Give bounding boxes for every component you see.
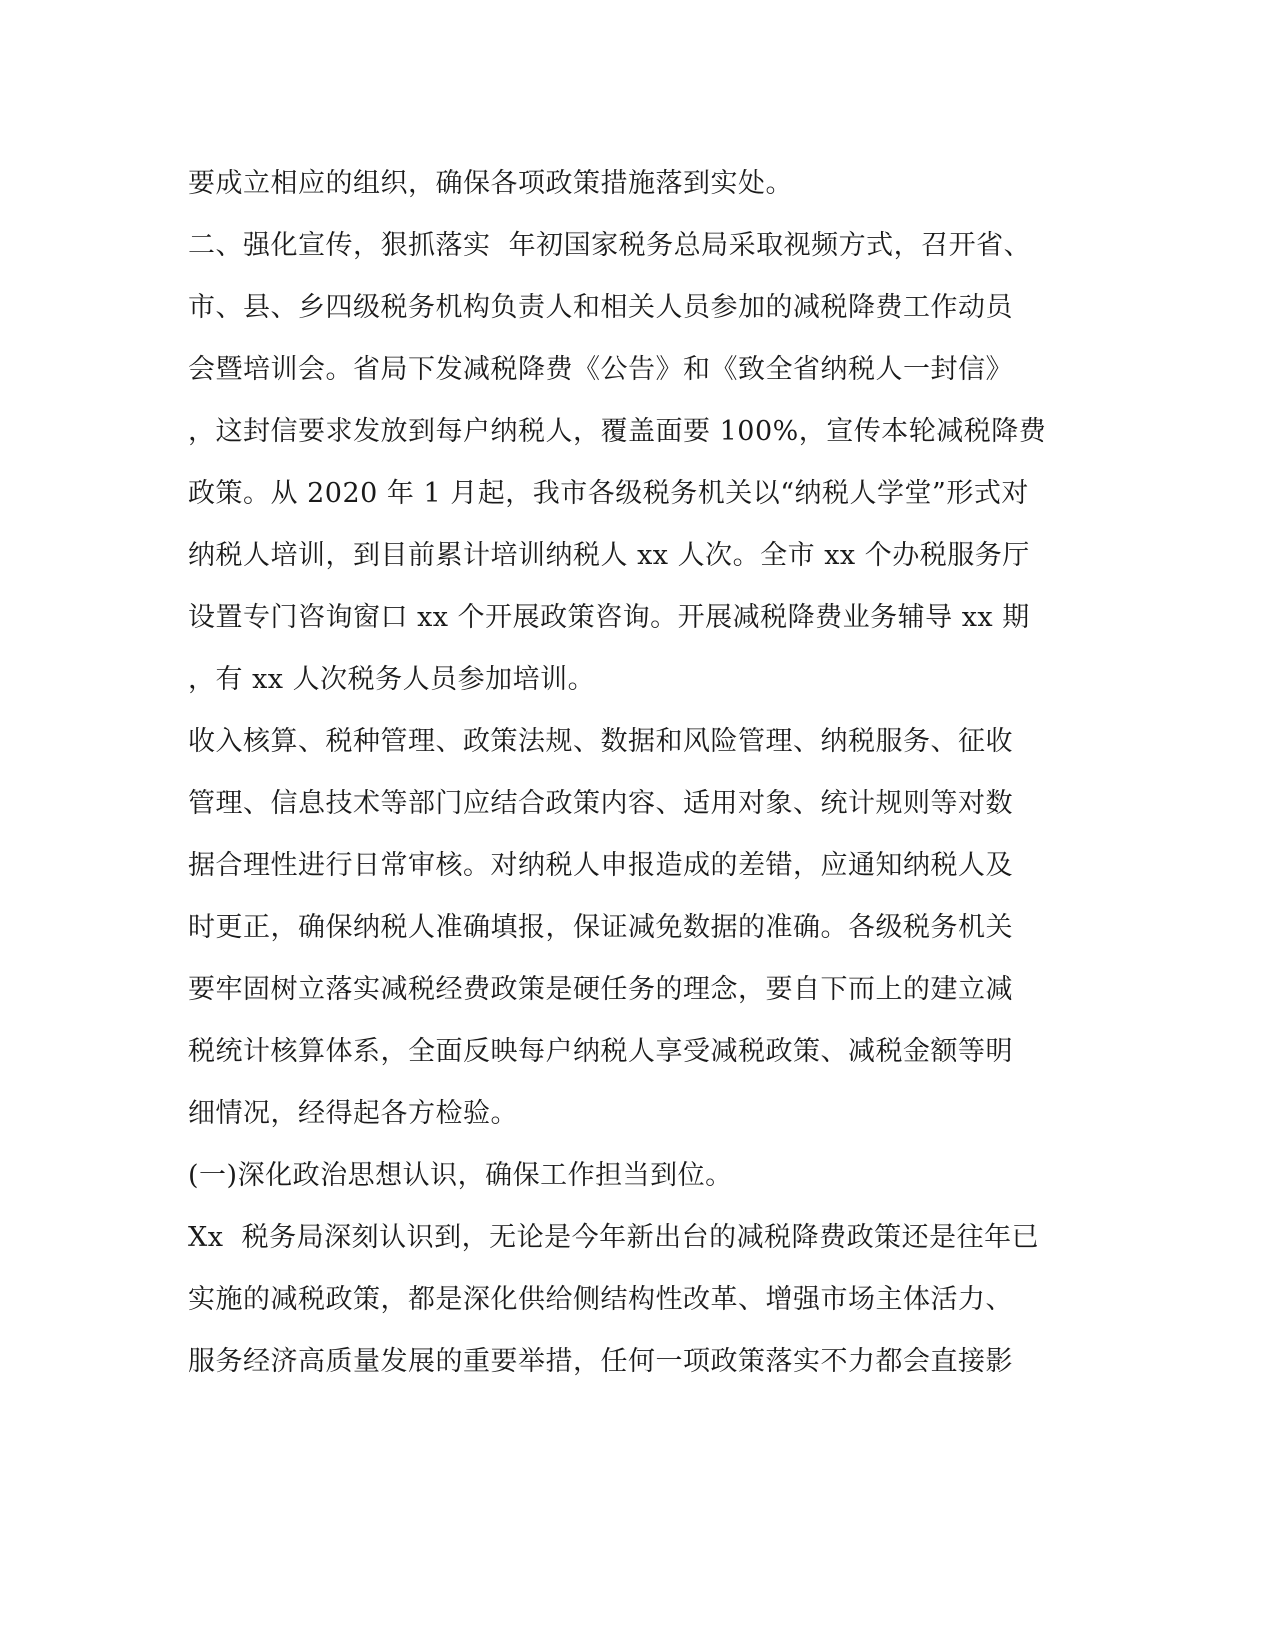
text-line: 收入核算、税种管理、政策法规、数据和风险管理、纳税服务、征收 (188, 726, 1013, 757)
text-line: 会暨培训会。省局下发减税降费《公告》和《致全省纳税人一封信》 (188, 354, 1013, 385)
text-line: 实施的减税政策，都是深化供给侧结构性改革、增强市场主体活力、 (188, 1284, 1013, 1315)
text-line: 要成立相应的组织，确保各项政策措施落到实处。 (188, 168, 793, 199)
text-line: 政策。从 2020 年 1 月起，我市各级税务机关以“纳税人学堂”形式对 (188, 478, 1029, 509)
text-line: 据合理性进行日常审核。对纳税人申报造成的差错，应通知纳税人及 (188, 850, 1013, 881)
text-line: 细情况，经得起各方检验。 (188, 1098, 518, 1129)
text-line: ，有 xx 人次税务人员参加培训。 (188, 664, 596, 695)
text-line: 纳税人培训，到目前累计培训纳税人 xx 人次。全市 xx 个办税服务厅 (188, 540, 1030, 571)
text-line: 服务经济高质量发展的重要举措，任何一项政策落实不力都会直接影 (188, 1346, 1013, 1377)
text-line: Xx 税务局深刻认识到，无论是今年新出台的减税降费政策还是往年已 (188, 1222, 1040, 1253)
text-line: 二、强化宣传，狠抓落实 年初国家税务总局采取视频方式，召开省、 (188, 230, 1032, 261)
section-heading: (一)深化政治思想认识，确保工作担当到位。 (188, 1160, 733, 1191)
text-line: ，这封信要求发放到每户纳税人，覆盖面要 100%，宣传本轮减税降费 (188, 416, 1047, 447)
text-line: 税统计核算体系，全面反映每户纳税人享受减税政策、减税金额等明 (188, 1036, 1013, 1067)
text-line: 设置专门咨询窗口 xx 个开展政策咨询。开展减税降费业务辅导 xx 期 (188, 602, 1030, 633)
text-line: 时更正，确保纳税人准确填报，保证减免数据的准确。各级税务机关 (188, 912, 1013, 943)
text-line: 要牢固树立落实减税经费政策是硬任务的理念，要自下而上的建立减 (188, 974, 1013, 1005)
text-line: 市、县、乡四级税务机构负责人和相关人员参加的减税降费工作动员 (188, 292, 1013, 323)
text-line: 管理、信息技术等部门应结合政策内容、适用对象、统计规则等对数 (188, 788, 1013, 819)
